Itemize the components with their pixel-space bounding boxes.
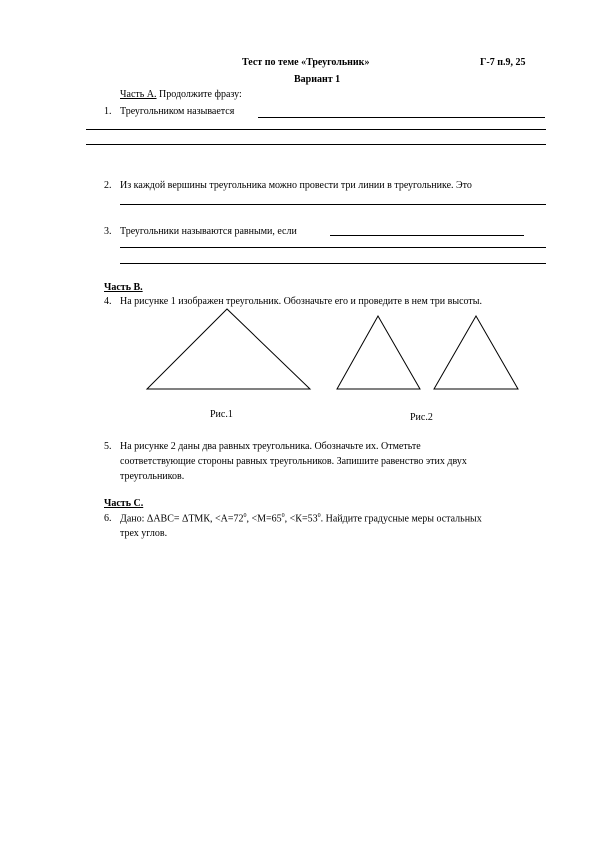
part-b-label: Часть В.: [104, 282, 143, 293]
section-code: Г-7 п.9, 25: [480, 57, 526, 68]
given-mid-1: , <М=65: [246, 513, 282, 525]
question-2-text: Из каждой вершины треугольника можно провести три линии в треугольнике. Это: [120, 180, 472, 191]
question-6-line-2: трех углов.: [120, 528, 168, 539]
question-2-number: 2.: [104, 180, 112, 191]
given-pre: Дано: ΔАВС= ΔТМК, <А=72: [120, 513, 244, 525]
question-6-line-1: [120, 513, 482, 524]
question-4-number: 4.: [104, 296, 112, 307]
question-1-number: 1.: [104, 106, 112, 117]
question-4-text: На рисунке 1 изображен треугольник. Обозначьте его и проведите в нем три высоты.: [120, 296, 482, 307]
question-3-text: Треугольники называются равными, если: [120, 226, 297, 237]
degree-sup: 0: [281, 513, 285, 519]
test-title: Тест по теме «Треугольник»: [242, 57, 370, 68]
figure-2-caption: Рис.2: [410, 412, 433, 423]
question-5-number: 5.: [104, 441, 112, 452]
question-1-text: Треугольником называется: [120, 106, 235, 117]
question-6-number: 6.: [104, 513, 112, 524]
figure-1-caption: Рис.1: [210, 409, 233, 420]
triangle-figure-1[interactable]: [147, 309, 310, 389]
degree-sup: 0: [317, 513, 321, 519]
given-post: . Найдите градусные меры остальных: [320, 513, 482, 525]
question-5-line-2: соответствующие стороны равных треугольников. Запишите равенство этих двух: [120, 456, 467, 467]
part-c-label: Часть С.: [104, 498, 144, 509]
triangle-figure-2-right[interactable]: [434, 316, 518, 389]
degree-sup: 0: [243, 513, 247, 519]
question-3-number: 3.: [104, 226, 112, 237]
part-a-instruction: Продолжите фразу:: [159, 89, 242, 100]
given-mid-2: , <К=53: [284, 513, 318, 525]
variant-label: Вариант 1: [294, 74, 341, 85]
part-a-label: Часть А.: [120, 89, 157, 100]
question-5-line-3: треугольников.: [120, 471, 185, 482]
triangle-figure-2-left[interactable]: [337, 316, 420, 389]
question-5-line-1: На рисунке 2 даны два равных треугольника. Обозначьте их. Отметьте: [120, 441, 421, 452]
